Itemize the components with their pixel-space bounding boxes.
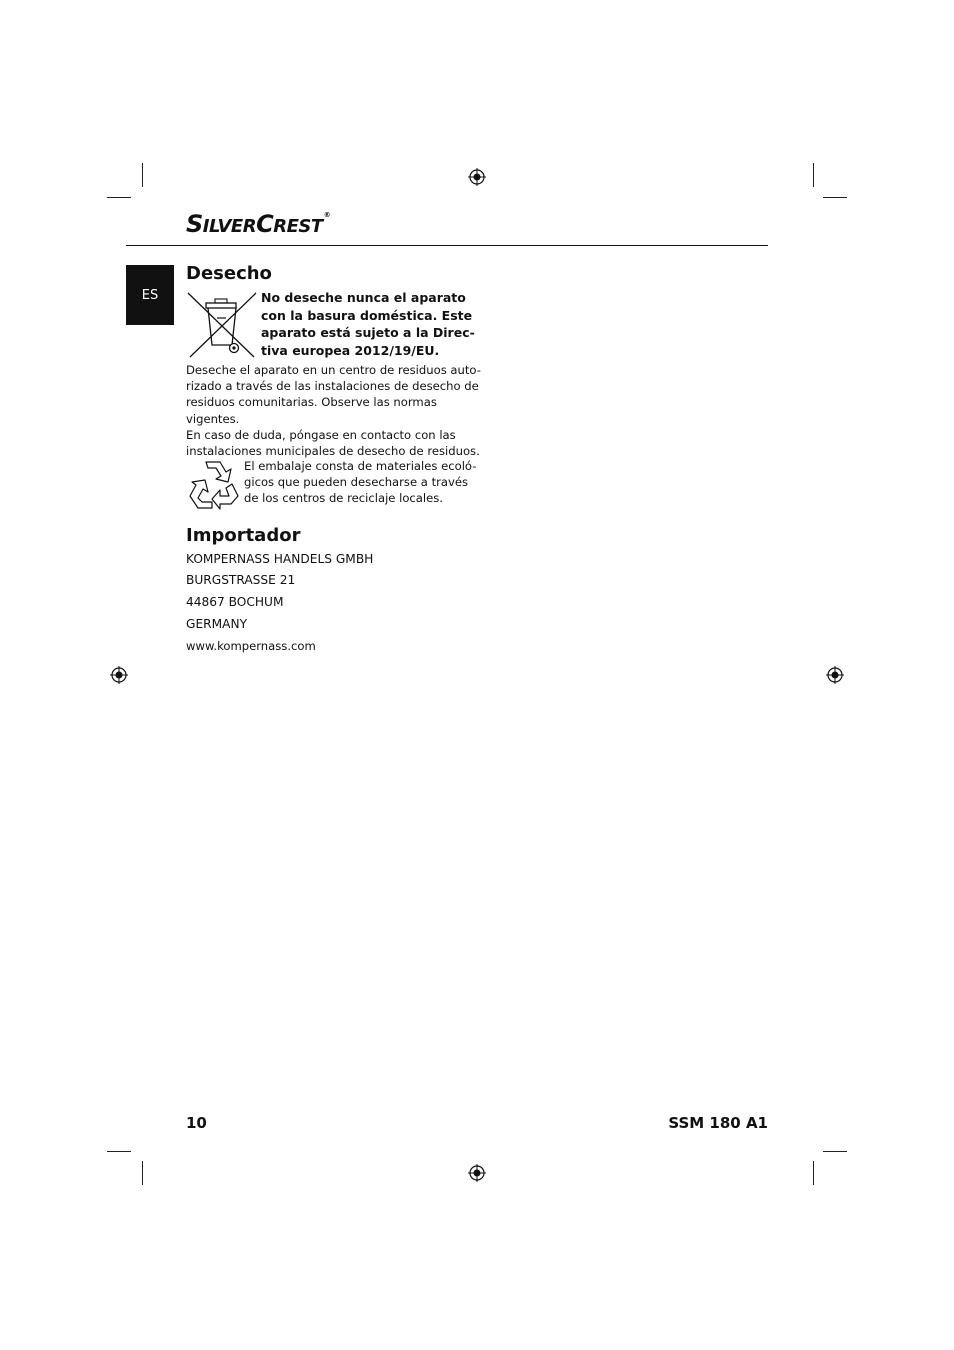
- text-line: En caso de duda, póngase en contacto con las: [186, 427, 456, 442]
- text-line: aparato está sujeto a la Direc-: [261, 325, 475, 340]
- text-line: gicos que pueden desecharse a través: [244, 475, 469, 490]
- disposal-warning: [261, 289, 476, 359]
- crossed-out-wheelie-bin-icon: [186, 291, 258, 359]
- crop-mark: [823, 1151, 847, 1152]
- text-line: Deseche el aparato en un centro de residuos auto-: [186, 363, 481, 377]
- section-title-disposal: Desecho: [186, 263, 272, 284]
- crop-mark: [813, 1161, 814, 1185]
- crop-mark: [823, 197, 847, 198]
- text-line: de los centros de reciclaje locales.: [244, 491, 443, 506]
- text-line: rizado a través de las instalaciones de desecho de: [186, 379, 479, 394]
- page-number: 10: [186, 1114, 207, 1132]
- crop-mark: [142, 1161, 143, 1185]
- registration-mark-icon: [826, 666, 844, 684]
- registration-mark-icon: [468, 1164, 486, 1182]
- importer-address-line: 44867 BOCHUM: [186, 595, 284, 609]
- crop-mark: [107, 197, 131, 198]
- importer-address-line: GERMANY: [186, 617, 248, 631]
- text-line: con la basura doméstica. Este: [261, 307, 473, 323]
- crop-mark: [142, 163, 143, 187]
- importer-website-link[interactable]: www.kompernass.com: [186, 639, 316, 653]
- importer-address-line: BURGSTRASSE 21: [186, 573, 296, 587]
- crop-mark: [813, 163, 814, 187]
- language-tab: ES: [126, 265, 174, 325]
- text-line: El embalaje consta de materiales ecoló-: [244, 459, 477, 473]
- disposal-paragraph: [186, 362, 486, 459]
- section-title-importer: Importador: [186, 525, 301, 546]
- text-line: residuos comunitarias. Observe las normas vigentes.: [186, 395, 437, 426]
- text-line: tiva europea 2012/19/EU.: [261, 342, 440, 358]
- recycling-symbol-icon: [186, 458, 240, 510]
- registration-mark-icon: [110, 666, 128, 684]
- importer-address-line: KOMPERNASS HANDELS GMBH: [186, 552, 374, 566]
- brand-logo: SILVERCREST®: [186, 210, 331, 238]
- header-divider: [126, 245, 768, 246]
- text-line: No deseche nunca el aparato: [261, 290, 466, 305]
- text-line: instalaciones municipales de desecho de residuos.: [186, 444, 480, 459]
- registration-mark-icon: [468, 168, 486, 186]
- crop-mark: [107, 1151, 131, 1152]
- model-number: SSM 180 A1: [668, 1114, 768, 1132]
- packaging-paragraph: [244, 458, 479, 507]
